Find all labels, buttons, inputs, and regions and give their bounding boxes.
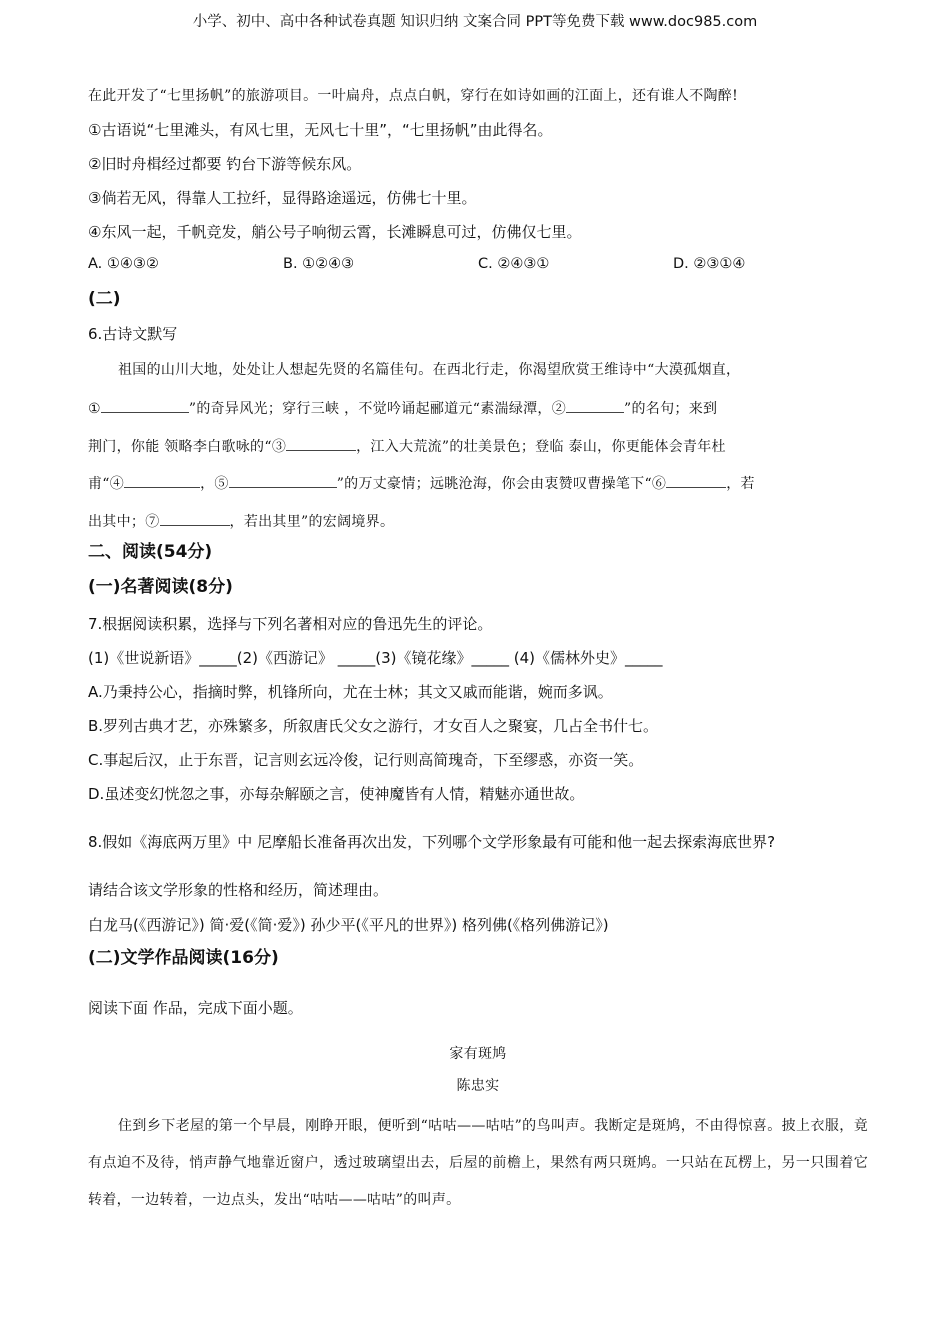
q5-option-b: B. ①②④③ [283,256,355,272]
section-er-heading: (二) [88,289,121,309]
section-2-heading: 二、阅读(54分) [88,542,213,562]
blank-3-label: ③ [271,439,287,455]
blank-6[interactable] [666,472,726,488]
q7-option-d: D.虽述变幻恍忽之事，亦每杂解颐之言，使神魔皆有人情，精魅亦通世故。 [88,785,585,803]
blank-3[interactable] [286,435,356,451]
reading-paragraph-1: 住到乡下老屋的第一个早晨，刚睁开眼，便听到“咕咕——咕咕”的鸟叫声。我断定是斑鸠，不由得惊喜。披上衣服，竟有点迫不及待，悄声静气地靠近窗户，透过玻璃望出去，后屋的前檐上，果然有两只斑鸠。一只站在瓦楞上，另一只围着它转着，一边转着，一边点头，发出“咕咕——咕咕”的叫声。 [88,1118,868,1208]
blank-7[interactable] [160,510,230,526]
section-2-1-heading: (一)名著阅读(8分) [88,577,233,597]
q6-line-2-text-b: ”的名句；来到 [624,401,718,417]
q5-sentence-2: ②旧时舟楫经过都要 钓台下游等候东风。 [88,155,362,173]
q6-line-5 [88,510,394,532]
page-header: 小学、初中、高中各种试卷真题 知识归纳 文案合同 PPT等免费下载 www.doc985.com [192,14,758,30]
q6-line-1: 祖国的山川大地，处处让人想起先贤的名篇佳句。在西北行走，你渴望欣赏王维诗中“大漠孤烟直， [118,362,741,378]
reading-title: 家有斑鸠 [449,1046,507,1062]
blank-5[interactable] [229,472,337,488]
q5-option-a: A. ①④③② [88,256,159,272]
q8-title: 8.假如《海底两万里》中 尼摩船长准备再次出发，下列哪个文学形象最有可能和他一起去探索海底世界? [88,833,776,851]
q7-option-a: A.乃秉持公心，指摘时弊，机锋所向，尤在士林；其文又戚而能谐，婉而多讽。 [88,683,613,701]
section-2-2-heading: (二)文学作品阅读(16分) [88,948,279,968]
q5-intro: 在此开发了“七里扬帆”的旅游项目。一叶扁舟，点点白帆，穿行在如诗如画的江面上，还有谁人不陶醉! [88,88,739,104]
q5-options [88,256,868,272]
q7-title: 7.根据阅读积累，选择与下列名著相对应的鲁迅先生的评论。 [88,615,493,633]
blank-5-label: ⑤ [214,476,229,492]
q5-sentence-1: ①古语说“七里滩头，有风七里，无风七十里”，“七里扬帆”由此得名。 [88,121,553,139]
q5-option-c: C. ②④③① [478,256,550,272]
q6-line-5-text-a: 出其中； [88,514,146,530]
blank-4[interactable] [124,472,200,488]
q6-line-3-text-b: ，江入大荒流”的壮美景色；登临 泰山，你更能体会青年杜 [356,439,726,455]
blank-2[interactable] [566,397,624,413]
reading-author: 陈忠实 [456,1078,500,1094]
q6-line-4-text-d: ，若 [726,476,755,492]
q6-line-2 [88,397,717,419]
q8-choices: 白龙马(《西游记》) 简·爱(《简·爱》) 孙少平(《平凡的世界》) 格列佛(《格列佛游记》) [88,916,609,934]
q6-title: 6.古诗文默写 [88,325,178,343]
q7-items: (1)《世说新语》_____(2)《西游记》 _____(3)《镜花缘》_____ (4)《儒林外史》_____ [88,649,663,667]
q5-sentence-4: ④东风一起，千帆竞发，艄公号子响彻云霄，长滩瞬息可过，仿佛仅七里。 [88,223,582,241]
q6-line-4 [88,472,755,494]
blank-1[interactable] [101,397,189,413]
q6-line-3-text-a: 荆门，你能 领略李白歌咏的“ [88,439,272,455]
reading-intro: 阅读下面 作品，完成下面小题。 [88,999,303,1017]
q6-line-4-text-b: ， [200,476,215,492]
q6-line-4-text-c: ”的万丈豪情；远眺沧海，你会由衷赞叹曹操笔下“ [336,476,652,492]
q7-option-b: B.罗列古典才艺，亦殊繁多，所叙唐氏父女之游行，才女百人之聚宴，几占全书什七。 [88,717,659,735]
q6-line-2-text-a: ”的奇异风光；穿行三峡 ，不觉吟诵起郦道元“素湍绿潭， [188,401,552,417]
q6-line-3 [88,435,726,457]
q8-subtitle: 请结合该文学形象的性格和经历，简述理由。 [88,881,389,899]
blank-1-label: ① [88,401,101,417]
q6-line-5-text-b: ，若出其里”的宏阔境界。 [229,514,395,530]
blank-2-label: ② [551,401,567,417]
blank-7-label: ⑦ [145,514,160,530]
q5-option-d: D. ②③①④ [673,256,746,272]
q7-option-c: C.事起后汉，止于东晋，记言则玄远冷俊，记行则高简瑰奇，下至缪惑，亦资一笑。 [88,751,644,769]
q6-line-4-text-a: 甫“④ [88,476,125,492]
q5-sentence-3: ③倘若无风，得靠人工拉纤，显得路途遥远，仿佛七十里。 [88,189,477,207]
blank-6-label: ⑥ [651,476,667,492]
